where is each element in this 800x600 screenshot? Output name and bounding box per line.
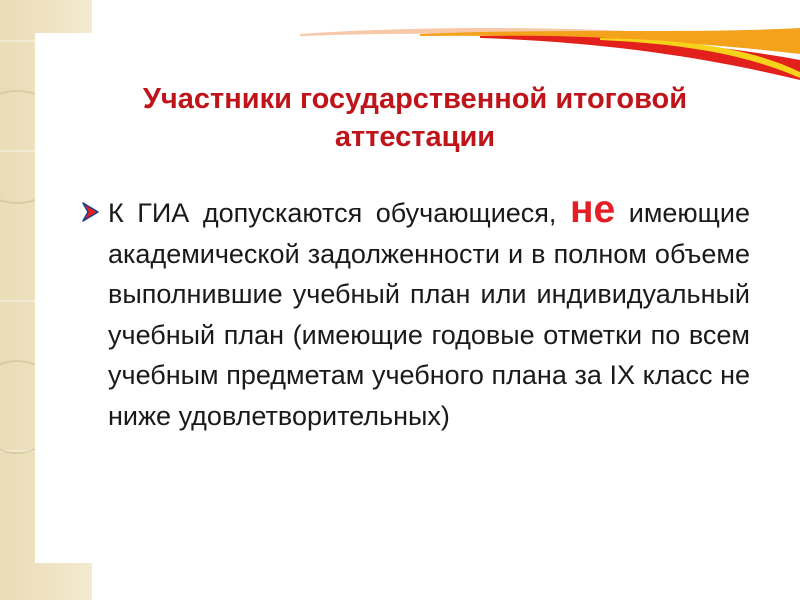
bullet-text-start: К ГИА допускаются обучающиеся, (108, 198, 570, 228)
arrow-bullet-icon (80, 200, 102, 224)
bullet-text-rest: имеющие академической задолженности и в полном объеме выполнившие учебный план или индивидуальный учебный план (имеющие годовые отметки по всем учебным предметам учебного плана за IX класс не ниже удовлетворительных) (108, 198, 750, 431)
slide-title-line-2: аттестации (334, 121, 496, 153)
slide-title-line-1: Участники государственной итоговой (142, 83, 688, 115)
bullet-text-highlight: не (569, 188, 616, 231)
bullet-item (80, 190, 750, 436)
bullet-text (108, 190, 750, 436)
slide-title (95, 80, 735, 156)
decorative-swoosh (0, 0, 800, 80)
